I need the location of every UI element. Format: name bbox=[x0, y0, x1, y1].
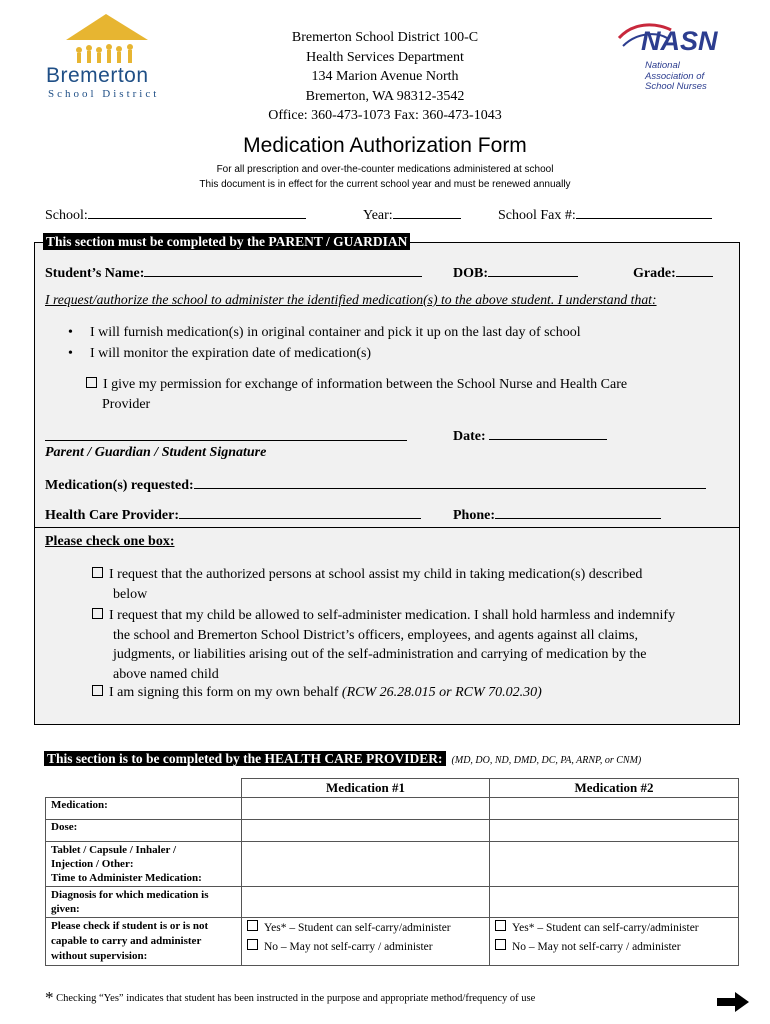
address-line: Bremerton School District 100-C bbox=[291, 30, 479, 45]
carry-2-cell bbox=[490, 918, 739, 966]
signature-label: Parent / Guardian / Student Signature bbox=[45, 445, 267, 460]
nasn-logo bbox=[615, 18, 730, 100]
medication-1-cell[interactable] bbox=[242, 798, 490, 820]
provider-section-header bbox=[44, 750, 641, 768]
check-one-label: Please check one box: bbox=[45, 534, 175, 549]
medication-1-header: Medication #1 bbox=[242, 779, 490, 798]
dob-label: DOB: bbox=[453, 266, 488, 281]
signature-line[interactable] bbox=[45, 425, 407, 441]
own-behalf-option[interactable] bbox=[92, 685, 542, 701]
date-field[interactable] bbox=[453, 425, 607, 445]
date-label: Date: bbox=[453, 429, 486, 444]
permission-text: I give my permission for exchange of information between the School Nurse and Health Care bbox=[103, 377, 628, 392]
carry-2-yes-option[interactable] bbox=[495, 919, 733, 938]
carry-1-no-option[interactable] bbox=[247, 938, 484, 957]
dose-2-cell[interactable] bbox=[490, 820, 739, 842]
carry-2-yes-checkbox[interactable] bbox=[495, 920, 506, 931]
yes-text: – Student can self-carry/administer bbox=[286, 922, 451, 934]
assist-text: I request that the authorized persons at school assist my child in taking medication(s) described bbox=[109, 567, 643, 582]
form-subtitle-1: For all prescription and over-the-counter medications administered at school bbox=[216, 164, 554, 175]
provider-table bbox=[45, 778, 739, 966]
school-input-line[interactable] bbox=[88, 204, 306, 219]
arrow-right-icon bbox=[715, 990, 751, 1014]
nasn-sub-line: National bbox=[645, 60, 680, 71]
bremerton-logo-graphic bbox=[44, 12, 169, 67]
grade-field[interactable] bbox=[633, 262, 713, 282]
diagnosis-2-cell[interactable] bbox=[490, 887, 739, 918]
phone-input-line[interactable] bbox=[495, 504, 661, 519]
provider-field[interactable] bbox=[45, 504, 421, 524]
acknowledgement-list bbox=[68, 322, 581, 364]
self-administer-option[interactable] bbox=[92, 606, 675, 684]
table-row bbox=[46, 798, 739, 820]
address-line: Office: 360-473-1073 Fax: 360-473-1043 bbox=[268, 108, 502, 123]
yes-label: Yes bbox=[264, 922, 281, 934]
diagnosis-row-label bbox=[46, 887, 242, 918]
dose-row-label: Dose: bbox=[46, 820, 242, 842]
medication-2-header: Medication #2 bbox=[490, 779, 739, 798]
provider-label: Health Care Provider: bbox=[45, 508, 180, 523]
form-subtitle-2: This document is in effect for the current school year and must be renewed annually bbox=[199, 179, 571, 190]
school-fax-label: School Fax #: bbox=[498, 208, 576, 223]
own-behalf-checkbox[interactable] bbox=[92, 685, 103, 696]
form-time-label-line: Injection / Other: bbox=[51, 858, 134, 870]
no-text: No – May not self-carry / administer bbox=[512, 941, 681, 953]
carry-1-yes-option[interactable] bbox=[247, 919, 484, 938]
school-label: School: bbox=[45, 208, 88, 223]
form-title: Medication Authorization Form bbox=[243, 134, 527, 157]
bremerton-logo-sub: School District bbox=[48, 88, 160, 100]
provider-input-line[interactable] bbox=[179, 504, 421, 519]
date-input-line[interactable] bbox=[489, 425, 607, 440]
yes-label: Yes bbox=[512, 922, 529, 934]
address-line: Bremerton, WA 98312-3542 bbox=[305, 88, 465, 104]
yes-star: * bbox=[280, 922, 287, 934]
medication-row-label: Medication: bbox=[46, 798, 242, 820]
medications-requested-label: Medication(s) requested: bbox=[45, 478, 194, 493]
year-field[interactable] bbox=[363, 204, 461, 224]
form-time-1-cell[interactable] bbox=[242, 842, 490, 887]
acknowledgement-item: • I will monitor the expiration date of medication(s) bbox=[68, 346, 372, 361]
student-name-input-line[interactable] bbox=[144, 262, 422, 277]
dob-input-line[interactable] bbox=[488, 262, 578, 277]
school-field[interactable] bbox=[45, 204, 306, 224]
provider-section-heading: This section is to be completed by the HEALTH CARE PROVIDER: bbox=[44, 751, 446, 766]
phone-label: Phone: bbox=[453, 508, 495, 523]
acknowledgement-item: • I will furnish medication(s) in original container and pick it up on the last day of school bbox=[68, 325, 581, 340]
table-corner bbox=[46, 779, 242, 798]
student-name-label: Student’s Name: bbox=[45, 266, 145, 281]
own-behalf-rcw: (RCW 26.28.015 or RCW 70.02.30) bbox=[341, 685, 542, 700]
form-time-2-cell[interactable] bbox=[490, 842, 739, 887]
request-statement: I request/authorize the school to administer the identified medication(s) to the above student. I understand that: bbox=[45, 292, 657, 307]
nasn-sub-line: Association of bbox=[645, 70, 705, 82]
self-administer-text-cont: judgments, or liabilities arising out of the self-administration and carrying of medication by the bbox=[113, 647, 647, 662]
dob-field[interactable] bbox=[453, 262, 578, 282]
yes-text: – Student can self-carry/administer bbox=[534, 922, 699, 934]
carry-row-label bbox=[46, 918, 242, 966]
address-line: 134 Marion Avenue North bbox=[311, 69, 459, 84]
medication-2-cell[interactable] bbox=[490, 798, 739, 820]
own-behalf-text: I am signing this form on my own behalf bbox=[109, 685, 342, 700]
self-administer-text-cont: above named child bbox=[113, 666, 219, 682]
self-administer-text-cont: the school and Bremerton School District’s officers, employees, and agents against all claims, bbox=[113, 627, 638, 643]
no-text: No – May not self-carry / administer bbox=[264, 941, 433, 953]
address-line: Health Services Department bbox=[306, 49, 464, 65]
footnote-star: * bbox=[45, 988, 54, 1007]
nasn-sub-line: School Nurses bbox=[645, 81, 707, 92]
grade-label: Grade: bbox=[633, 266, 676, 281]
table-row bbox=[46, 887, 739, 918]
assist-text-cont: below bbox=[113, 586, 148, 602]
school-fax-input-line[interactable] bbox=[576, 204, 712, 219]
permission-checkbox[interactable] bbox=[86, 377, 97, 388]
form-time-label-line: Tablet / Capsule / Inhaler / bbox=[51, 844, 177, 856]
assist-option[interactable] bbox=[92, 565, 642, 604]
dose-1-cell[interactable] bbox=[242, 820, 490, 842]
carry-1-yes-checkbox[interactable] bbox=[247, 920, 258, 931]
district-address bbox=[235, 28, 535, 126]
next-page-arrow-icon[interactable] bbox=[715, 990, 751, 1014]
table-row bbox=[46, 820, 739, 842]
parent-section-heading: This section must be completed by the PARENT / GUARDIAN bbox=[43, 233, 410, 250]
section-divider bbox=[34, 527, 739, 528]
self-administer-text: I request that my child be allowed to self-administer medication. I shall hold harmless and indemnify bbox=[109, 608, 676, 623]
phone-field[interactable] bbox=[453, 504, 661, 524]
permission-option[interactable] bbox=[86, 375, 627, 415]
medications-requested-input-line[interactable] bbox=[194, 474, 706, 489]
carry-1-no-checkbox[interactable] bbox=[247, 939, 258, 950]
nasn-logo-name: NASN bbox=[641, 26, 718, 56]
carry-1-cell bbox=[242, 918, 490, 966]
table-row bbox=[46, 918, 739, 966]
carry-2-no-checkbox[interactable] bbox=[495, 939, 506, 950]
year-label: Year: bbox=[363, 208, 393, 223]
nasn-logo-sub bbox=[645, 61, 707, 93]
bremerton-logo-name: Bremerton bbox=[46, 64, 149, 87]
acknowledgement-text: I will furnish medication(s) in original container and pick it up on the last day of school bbox=[90, 325, 581, 340]
school-fax-field[interactable] bbox=[498, 204, 712, 224]
diagnosis-label-line: Diagnosis for which medication is bbox=[51, 889, 209, 901]
form-time-row-label bbox=[46, 842, 242, 887]
table-row bbox=[46, 779, 739, 798]
year-input-line[interactable] bbox=[393, 204, 461, 219]
diagnosis-label-line: given: bbox=[51, 903, 80, 915]
form-time-label-line: Time to Administer Medication: bbox=[51, 872, 202, 884]
acknowledgement-text: I will monitor the expiration date of medication(s) bbox=[90, 346, 372, 361]
assist-checkbox[interactable] bbox=[92, 567, 103, 578]
carry-2-no-option[interactable] bbox=[495, 938, 733, 957]
carry-label-line: Please check if student is or is not bbox=[51, 920, 209, 932]
self-administer-checkbox[interactable] bbox=[92, 608, 103, 619]
bremerton-logo bbox=[44, 12, 169, 102]
table-row bbox=[46, 842, 739, 887]
diagnosis-1-cell[interactable] bbox=[242, 887, 490, 918]
footnote-text: Checking “Yes” indicates that student has been instructed in the purpose and appropriate method/frequency of use bbox=[53, 993, 536, 1004]
provider-section-note: (MD, DO, ND, DMD, DC, PA, ARNP, or CNM) bbox=[451, 755, 642, 766]
carry-label-line: without supervision: bbox=[51, 950, 148, 962]
grade-input-line[interactable] bbox=[676, 262, 713, 277]
footnote bbox=[45, 988, 535, 1008]
permission-text-cont: Provider bbox=[102, 397, 151, 412]
carry-label-line: capable to carry and administer bbox=[51, 935, 202, 947]
yes-star: * bbox=[528, 922, 535, 934]
student-name-field[interactable] bbox=[45, 262, 422, 282]
medications-requested-field[interactable] bbox=[45, 474, 706, 494]
